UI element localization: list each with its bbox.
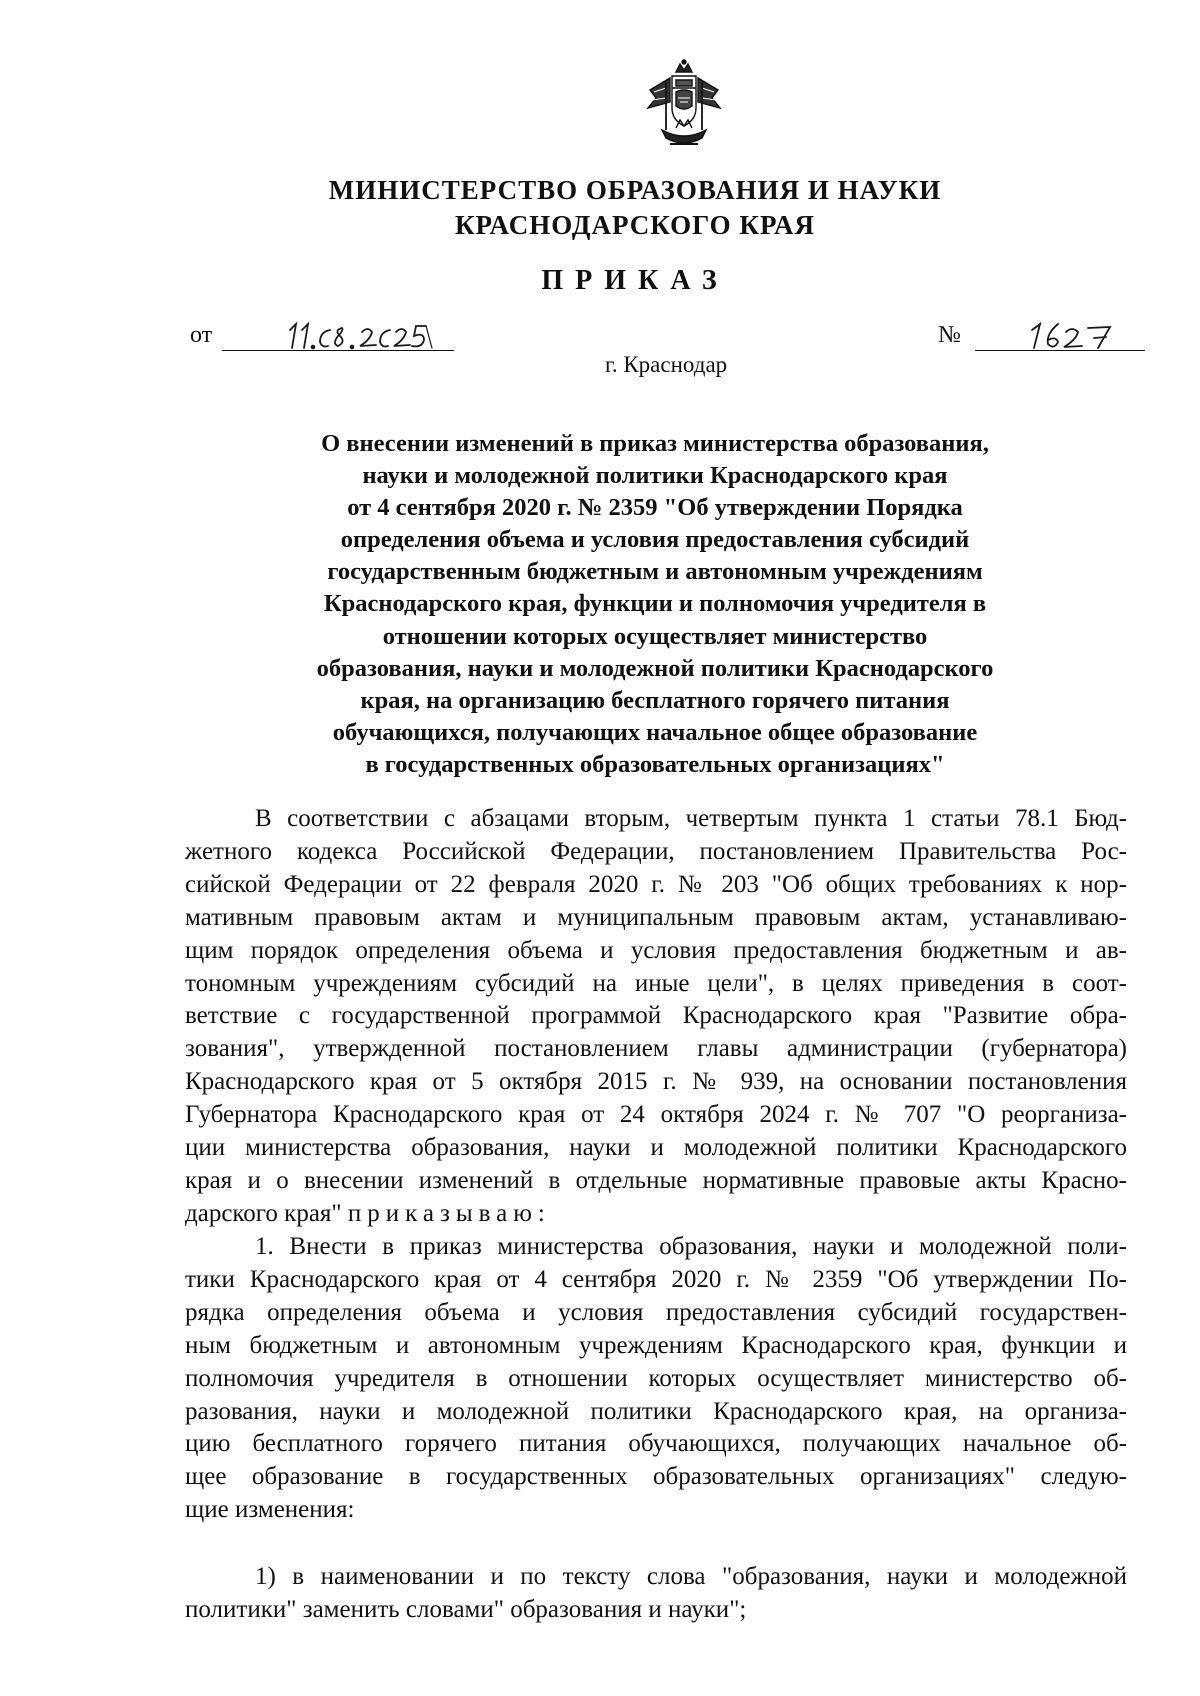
- text-line: цию бесплатного горячего питания обучающихся, получающих начальное об-: [185, 1430, 1127, 1458]
- number-prefix-label: №: [938, 322, 961, 348]
- subject-line: от 4 сентября 2020 г. № 2359 "Об утверждении Порядка: [347, 494, 963, 522]
- subject-line: Краснодарского края, функции и полномочия учредителя в: [323, 590, 987, 618]
- text-line: Губернатора Краснодарского края от 24 октября 2024 г. № 707 "О реорганиза-: [185, 1101, 1127, 1129]
- subject-line: обучающихся, получающих начальное общее образование: [332, 718, 978, 746]
- handwritten-date: [286, 318, 456, 354]
- text-line: мативным правовым актам и муниципальным правовым актам, устанавливаю-: [185, 903, 1127, 931]
- text-line: ветствие с государственной программой Краснодарского края "Развитие обра-: [185, 1002, 1127, 1030]
- text-line: 1. Внести в приказ министерства образования, науки и молодежной поли-: [255, 1233, 1127, 1260]
- text-line: разования, науки и молодежной политики Краснодарского края, на организа-: [185, 1397, 1127, 1425]
- ministry-name-line-2: КРАСНОДАРСКОГО КРАЯ: [454, 210, 816, 240]
- text-line: зования", утвержденной постановлением главы администрации (губернатора): [185, 1035, 1127, 1063]
- subject-line: определения объема и условия предоставления субсидий: [340, 526, 970, 554]
- subject-line: О внесении изменений в приказ министерства образования,: [321, 430, 989, 457]
- text-line: щие изменения:: [185, 1496, 355, 1524]
- text-line: рядка определения объема и условия предоставления субсидий государствен-: [185, 1298, 1127, 1326]
- preamble-paragraph: [185, 803, 1127, 1231]
- subject-line: образования, науки и молодежной политики Краснодарского: [316, 654, 994, 682]
- document-type-title: ПРИКАЗ: [541, 265, 729, 296]
- subject-line: науки и молодежной политики Краснодарского края: [362, 462, 948, 490]
- order-keyword: приказываю:: [347, 1199, 551, 1227]
- text-line: Краснодарского края от 5 октября 2015 г. № 939, на основании постановления: [185, 1068, 1127, 1096]
- order-subject: [240, 428, 1070, 781]
- text-line: полномочия учредителя в отношении которых осуществляет министерство об-: [185, 1364, 1127, 1392]
- text-line-order-word: [185, 1198, 1127, 1231]
- date-prefix-label: от: [190, 322, 213, 348]
- subject-line: в государственных образовательных организациях": [365, 750, 945, 778]
- handwritten-number: [1028, 318, 1118, 354]
- text-line: ным бюджетным и автономным учреждениям Краснодарского края, функции и: [185, 1331, 1127, 1359]
- text-line: щее образование в государственных образовательных организациях" следую-: [185, 1463, 1127, 1491]
- text-line: сийской Федерации от 22 февраля 2020 г. № 203 "Об общих требованиях к нор-: [185, 870, 1127, 898]
- text-line: тики Краснодарского края от 4 сентября 2020 г. № 2359 "Об утверждении По-: [185, 1265, 1127, 1293]
- ministry-name-line-1: МИНИСТЕРСТВО ОБРАЗОВАНИЯ И НАУКИ: [328, 175, 942, 205]
- text-line: ции министерства образования, науки и молодежной политики Краснодарского: [185, 1134, 1127, 1162]
- text-line: края и о внесении изменений в отдельные нормативные правовые акты Красно-: [185, 1166, 1127, 1194]
- text-line: жетного кодекса Российской Федерации, постановлением Правительства Рос-: [185, 837, 1127, 865]
- text-line: щим порядок определения объема и условия предоставления бюджетным и ав-: [185, 936, 1127, 964]
- subject-line: отношении которых осуществляет министерство: [382, 622, 928, 650]
- text-line: тономным учреждениям субсидий на иные цели", в целях приведения в соот-: [185, 969, 1127, 997]
- subitem-1-paragraph: [185, 1561, 1127, 1627]
- text-fragment: дарского края": [185, 1199, 348, 1227]
- text-line: 1) в наименовании и по тексту слова "образования, науки и молодежной: [255, 1563, 1127, 1590]
- city-label: г. Краснодар: [605, 352, 728, 377]
- text-line: политики" заменить словами" образования и науки";: [185, 1595, 747, 1623]
- item-1-paragraph: [185, 1231, 1127, 1527]
- coat-of-arms-emblem: [636, 58, 732, 154]
- subject-line: края, на организацию бесплатного горячего питания: [360, 686, 950, 714]
- subject-line: государственным бюджетным и автономным учреждениям: [327, 558, 983, 586]
- text-line: В соответствии с абзацами вторым, четвертым пункта 1 статьи 78.1 Бюд-: [255, 805, 1127, 832]
